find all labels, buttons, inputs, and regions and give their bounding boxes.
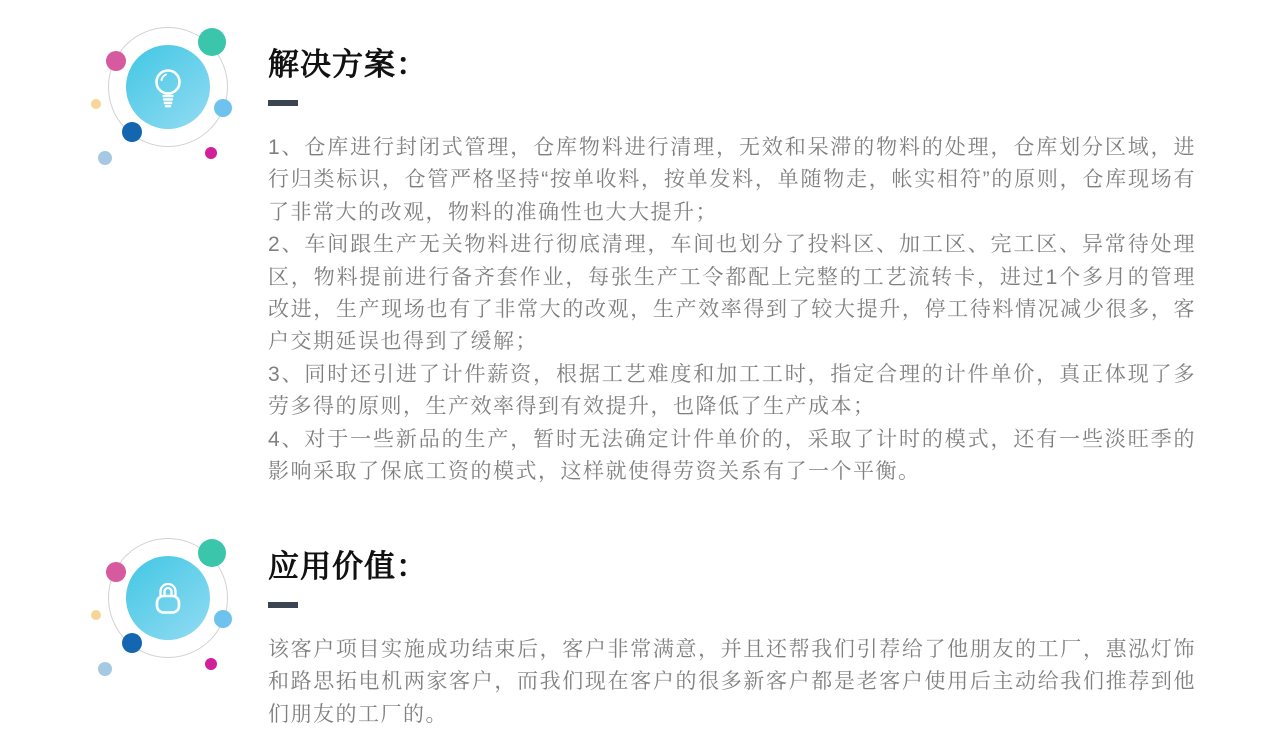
solution-icon-badge <box>88 7 248 167</box>
solution-paragraph-1: 1、仓库进行封闭式管理，仓库物料进行清理，无效和呆滞的物料的处理，仓库划分区域，进行归类标识，仓管严格坚持“按单收料，按单发料，单随物走，帐实相符”的原则，仓库现场有了非常大的改观，物料的准确性也大大提升； <box>268 136 1196 224</box>
decorative-dot-darkblue <box>122 122 142 142</box>
decorative-dot-pink <box>106 51 126 71</box>
value-paragraphs <box>268 634 1196 731</box>
solution-paragraph-4: 4、对于一些新品的生产，暂时无法确定计件单价的，采取了计时的模式，还有一些淡旺季的影响采取了保底工资的模式，这样就使得劳资关系有了一个平衡。 <box>268 427 1196 484</box>
solution-paragraph-3: 3、同时还引进了计件薪资，根据工艺难度和加工工时，指定合理的计件单价，真正体现了多劳多得的原则，生产效率得到有效提升，也降低了生产成本； <box>268 362 1196 419</box>
solution-paragraphs <box>268 132 1196 488</box>
lock-icon <box>144 574 192 622</box>
value-title: 应用价值： <box>268 549 428 584</box>
decorative-dot-pink <box>106 562 126 582</box>
decorative-dot-lightblue <box>214 610 232 628</box>
decorative-dot-paleblue <box>98 151 112 165</box>
icon-circle <box>126 45 210 129</box>
title-underline <box>268 100 298 106</box>
decorative-dot-magenta <box>205 658 217 670</box>
decorative-dot-lightblue <box>214 99 232 117</box>
icon-circle <box>126 556 210 640</box>
decorative-dot-teal <box>198 28 226 56</box>
decorative-dot-paleblue <box>98 662 112 676</box>
decorative-dot-yellow <box>91 610 101 620</box>
decorative-dot-yellow <box>91 99 101 109</box>
decorative-dot-magenta <box>205 147 217 159</box>
solution-paragraph-2: 2、车间跟生产无关物料进行彻底清理，车间也划分了投料区、加工区、完工区、异常待处理区，物料提前进行备齐套作业，每张生产工令都配上完整的工艺流转卡，进过1个多月的管理改进，生产现场也有了非常大的改观，生产效率得到了较大提升，停工待料情况减少很多，客户交期延误也得到了缓解； <box>268 233 1196 354</box>
value-paragraph-1: 该客户项目实施成功结束后，客户非常满意，并且还帮我们引荐给了他朋友的工厂，惠泓灯饰和路思拓电机两家客户，而我们现在客户的很多新客户都是老客户使用后主动给我们推荐到他们朋友的工厂的。 <box>268 638 1196 726</box>
lightbulb-icon <box>144 63 192 111</box>
value-icon-badge <box>88 518 248 678</box>
decorative-dot-darkblue <box>122 633 142 653</box>
solution-title: 解决方案： <box>268 47 428 82</box>
value-section <box>268 546 1196 731</box>
title-underline <box>268 602 298 608</box>
decorative-dot-teal <box>198 539 226 567</box>
solution-section <box>268 44 1196 488</box>
